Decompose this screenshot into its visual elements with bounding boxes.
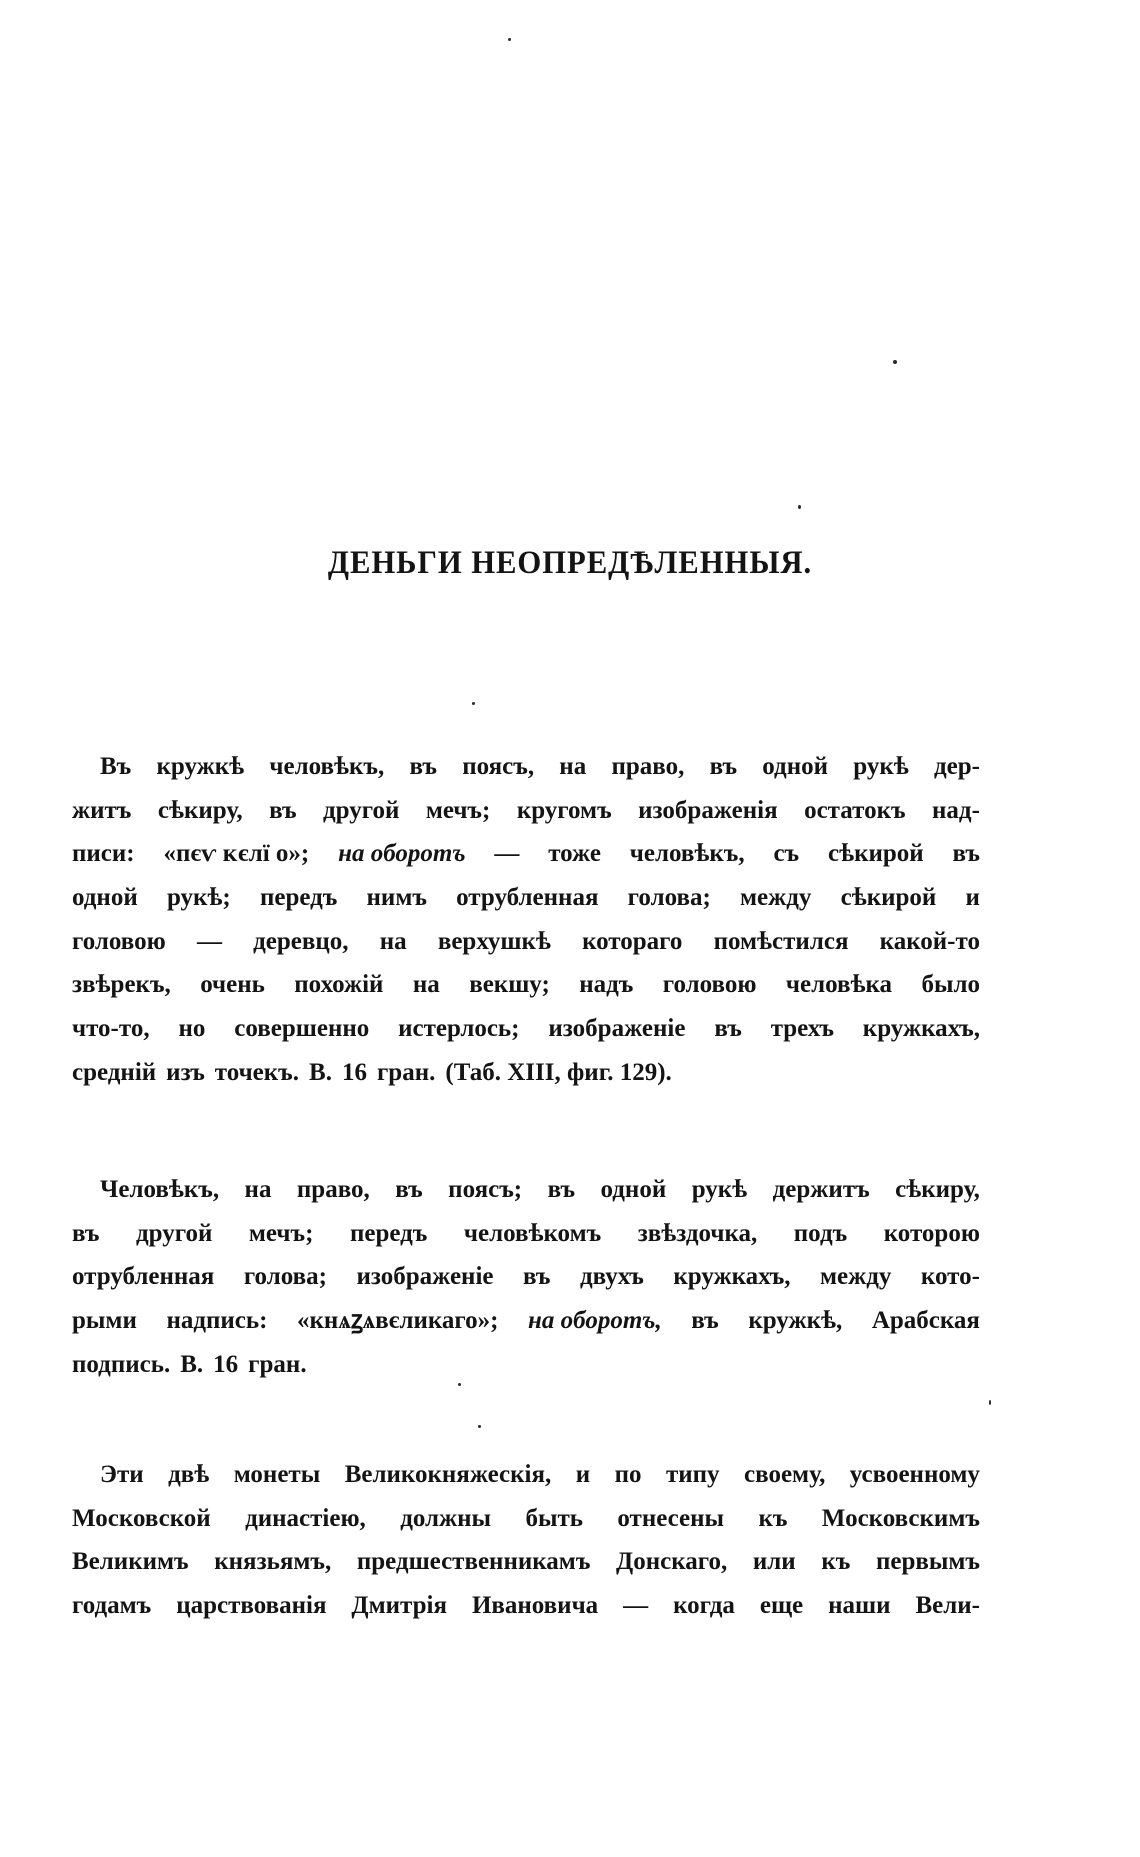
- word: Великокняжескія,: [344, 1461, 552, 1488]
- word: къ: [758, 1504, 788, 1532]
- ink-speck: [989, 1400, 991, 1405]
- text-line: [72, 1007, 980, 1051]
- text-line: [72, 1343, 980, 1387]
- word: голова;: [627, 884, 711, 912]
- word: кружкѣ: [156, 753, 245, 780]
- word: человѣкъ,: [269, 753, 385, 780]
- word: дер-: [933, 753, 980, 780]
- word: кружкѣ,: [748, 1307, 843, 1335]
- word: Человѣкъ,: [100, 1176, 220, 1203]
- word: другой: [323, 796, 400, 824]
- word: въ: [72, 1219, 100, 1247]
- word: надпись:: [166, 1307, 268, 1335]
- word: изображенія: [638, 796, 778, 824]
- section-heading: ДЕНЬГИ НЕОПРЕДѢЛЕННЫЯ.: [327, 545, 813, 581]
- text-line: [72, 1255, 980, 1299]
- word: одной: [762, 753, 829, 780]
- inscription-quote: «кнѧꙁѧвєликаго»;: [297, 1307, 499, 1335]
- word: точекъ.: [214, 1058, 300, 1086]
- word: когда: [673, 1592, 735, 1620]
- word: Дмитрія: [351, 1592, 448, 1620]
- word: отрубленная: [72, 1263, 215, 1291]
- word: одной: [600, 1176, 667, 1203]
- word: человѣкъ,: [629, 840, 745, 868]
- word: усвоенному: [849, 1461, 980, 1488]
- word: Московскимъ: [821, 1504, 980, 1532]
- word: въ: [709, 753, 738, 780]
- word: годамъ: [72, 1592, 152, 1620]
- text-line: [72, 963, 980, 1007]
- inscription-quote: «пєѵ ᴋєлї о»;: [163, 840, 310, 868]
- word: человѣка: [785, 971, 893, 999]
- word: истерлось;: [398, 1015, 520, 1043]
- word: верхушкѣ: [437, 927, 551, 955]
- word: совершенно: [234, 1015, 370, 1043]
- word: въ: [523, 1263, 551, 1291]
- word: гран.: [248, 1350, 307, 1378]
- word: рыми: [72, 1307, 137, 1335]
- word: между: [820, 1263, 892, 1291]
- word: къ: [821, 1548, 851, 1576]
- word: звѣрекъ,: [72, 971, 171, 999]
- word: остатокъ: [804, 796, 906, 824]
- word: 16: [213, 1350, 239, 1378]
- word: двухъ: [579, 1263, 644, 1291]
- word: подъ: [793, 1219, 848, 1247]
- word: отнесены: [617, 1504, 725, 1532]
- word: Въ: [100, 753, 132, 780]
- word: кото-: [920, 1263, 980, 1291]
- paragraph-1: [72, 745, 980, 1095]
- word: похожій: [294, 971, 384, 999]
- word: на: [412, 971, 440, 999]
- word: Донскаго,: [616, 1548, 728, 1576]
- word: своему,: [744, 1461, 826, 1488]
- word: какой-то: [879, 927, 980, 955]
- word: поясъ;: [448, 1176, 523, 1203]
- ink-speck: [478, 1425, 481, 1428]
- word: —: [494, 840, 520, 868]
- word: въ: [269, 796, 297, 824]
- text-line: [72, 1540, 980, 1584]
- word: право,: [611, 753, 685, 780]
- word: право,: [296, 1176, 370, 1203]
- word: въ: [395, 1176, 423, 1203]
- word: деревцо,: [253, 927, 349, 955]
- word: очень: [200, 971, 265, 999]
- word: гран.: [376, 1058, 436, 1086]
- text-line: [72, 1168, 980, 1212]
- word: рукѣ: [691, 1176, 748, 1203]
- word: съ: [773, 840, 800, 868]
- word: нимъ: [366, 884, 427, 912]
- word: тоже: [548, 840, 601, 868]
- word: между: [740, 884, 812, 912]
- word: монеты: [233, 1461, 321, 1488]
- paragraph-3: [72, 1453, 980, 1628]
- word: кружкахъ,: [673, 1263, 791, 1291]
- text-line: [72, 1051, 980, 1095]
- word: векшу;: [469, 971, 550, 999]
- word: на: [559, 753, 587, 780]
- word: сѣкиру,: [157, 796, 243, 824]
- word: над-: [932, 796, 980, 824]
- word: которою: [883, 1219, 980, 1247]
- word: наши: [828, 1592, 891, 1620]
- word: другой: [136, 1219, 213, 1247]
- word: въ: [409, 753, 437, 780]
- word: было: [921, 971, 980, 999]
- word: предшественникамъ: [356, 1548, 591, 1576]
- word: князьямъ,: [214, 1548, 332, 1576]
- word: поясъ,: [462, 753, 535, 780]
- ink-speck: [472, 702, 475, 705]
- word: —: [623, 1592, 649, 1620]
- word: въ: [714, 1015, 742, 1043]
- word: отрубленная: [456, 884, 599, 912]
- ink-speck: [893, 360, 897, 364]
- text-line: [72, 1212, 980, 1256]
- text-line: [72, 1453, 980, 1497]
- word: помѣстился: [713, 927, 849, 955]
- word: рукѣ: [853, 753, 909, 780]
- word: трехъ: [770, 1015, 834, 1043]
- word: человѣкомъ: [463, 1219, 602, 1247]
- word: должны: [400, 1504, 492, 1532]
- word: одной: [72, 884, 138, 912]
- paragraph-2: [72, 1168, 980, 1386]
- text-line: [72, 1497, 980, 1541]
- word: передъ: [349, 1219, 428, 1247]
- text-line: [72, 832, 980, 876]
- word: изображеніе: [356, 1263, 494, 1291]
- word: В.: [180, 1350, 204, 1378]
- word: Ивановича: [471, 1592, 599, 1620]
- word: Московской: [72, 1504, 211, 1532]
- text-line: [72, 789, 980, 833]
- word: голова;: [243, 1263, 327, 1291]
- word: подпись.: [72, 1350, 171, 1378]
- word: —: [196, 927, 222, 955]
- word: Арабская: [871, 1307, 980, 1335]
- word: мечъ;: [425, 796, 491, 824]
- word: изображеніе: [548, 1015, 686, 1043]
- word: типу: [665, 1461, 720, 1488]
- word: быть: [525, 1504, 583, 1532]
- word: въ: [547, 1176, 576, 1203]
- word: въ: [691, 1307, 719, 1335]
- word: 16: [341, 1058, 367, 1086]
- word-italic: на оборотъ,: [528, 1307, 662, 1335]
- word: и: [575, 1461, 591, 1488]
- word: мечъ;: [248, 1219, 314, 1247]
- word: сѣкиру,: [895, 1176, 980, 1203]
- word: держитъ: [772, 1176, 870, 1203]
- word: котораго: [582, 927, 683, 955]
- word: но: [178, 1015, 206, 1043]
- word: въ: [952, 840, 980, 868]
- word-italic: на оборотъ: [338, 840, 466, 868]
- figure-reference: (Таб. XIII, фиг. 129).: [445, 1058, 672, 1086]
- word: Великимъ: [72, 1548, 189, 1576]
- text-line: [72, 745, 980, 789]
- word: кругомъ: [516, 796, 612, 824]
- word: передъ: [259, 884, 338, 912]
- word: надъ: [579, 971, 634, 999]
- text-line: [72, 876, 980, 920]
- word: что-то,: [72, 1015, 150, 1043]
- word: писи:: [72, 840, 135, 868]
- text-line: [72, 1299, 980, 1343]
- word: на: [379, 927, 407, 955]
- word: головою: [662, 971, 757, 999]
- word: или: [752, 1548, 796, 1576]
- word: Вели-: [915, 1592, 980, 1620]
- word: изъ: [166, 1058, 205, 1086]
- word: средній: [72, 1058, 157, 1086]
- word: рукѣ;: [166, 884, 231, 912]
- word: Эти: [100, 1461, 144, 1488]
- text-line: [72, 920, 980, 964]
- ink-speck: [798, 505, 801, 509]
- text-line: [72, 1584, 980, 1628]
- word: кружкахъ,: [862, 1015, 980, 1043]
- word: сѣкирой: [840, 884, 937, 912]
- word: В.: [309, 1058, 332, 1086]
- word: на: [244, 1176, 272, 1203]
- word: по: [614, 1461, 642, 1488]
- word: житъ: [72, 796, 132, 824]
- ink-speck: [508, 38, 511, 41]
- word: двѣ: [168, 1461, 210, 1488]
- word: царствованія: [176, 1592, 327, 1620]
- word: сѣкирой: [827, 840, 924, 868]
- word: и: [965, 884, 980, 912]
- word: звѣздочка,: [637, 1219, 758, 1247]
- word: династіею,: [245, 1504, 366, 1532]
- word: головою: [72, 927, 166, 955]
- word: еще: [759, 1592, 804, 1620]
- word: первымъ: [875, 1548, 980, 1576]
